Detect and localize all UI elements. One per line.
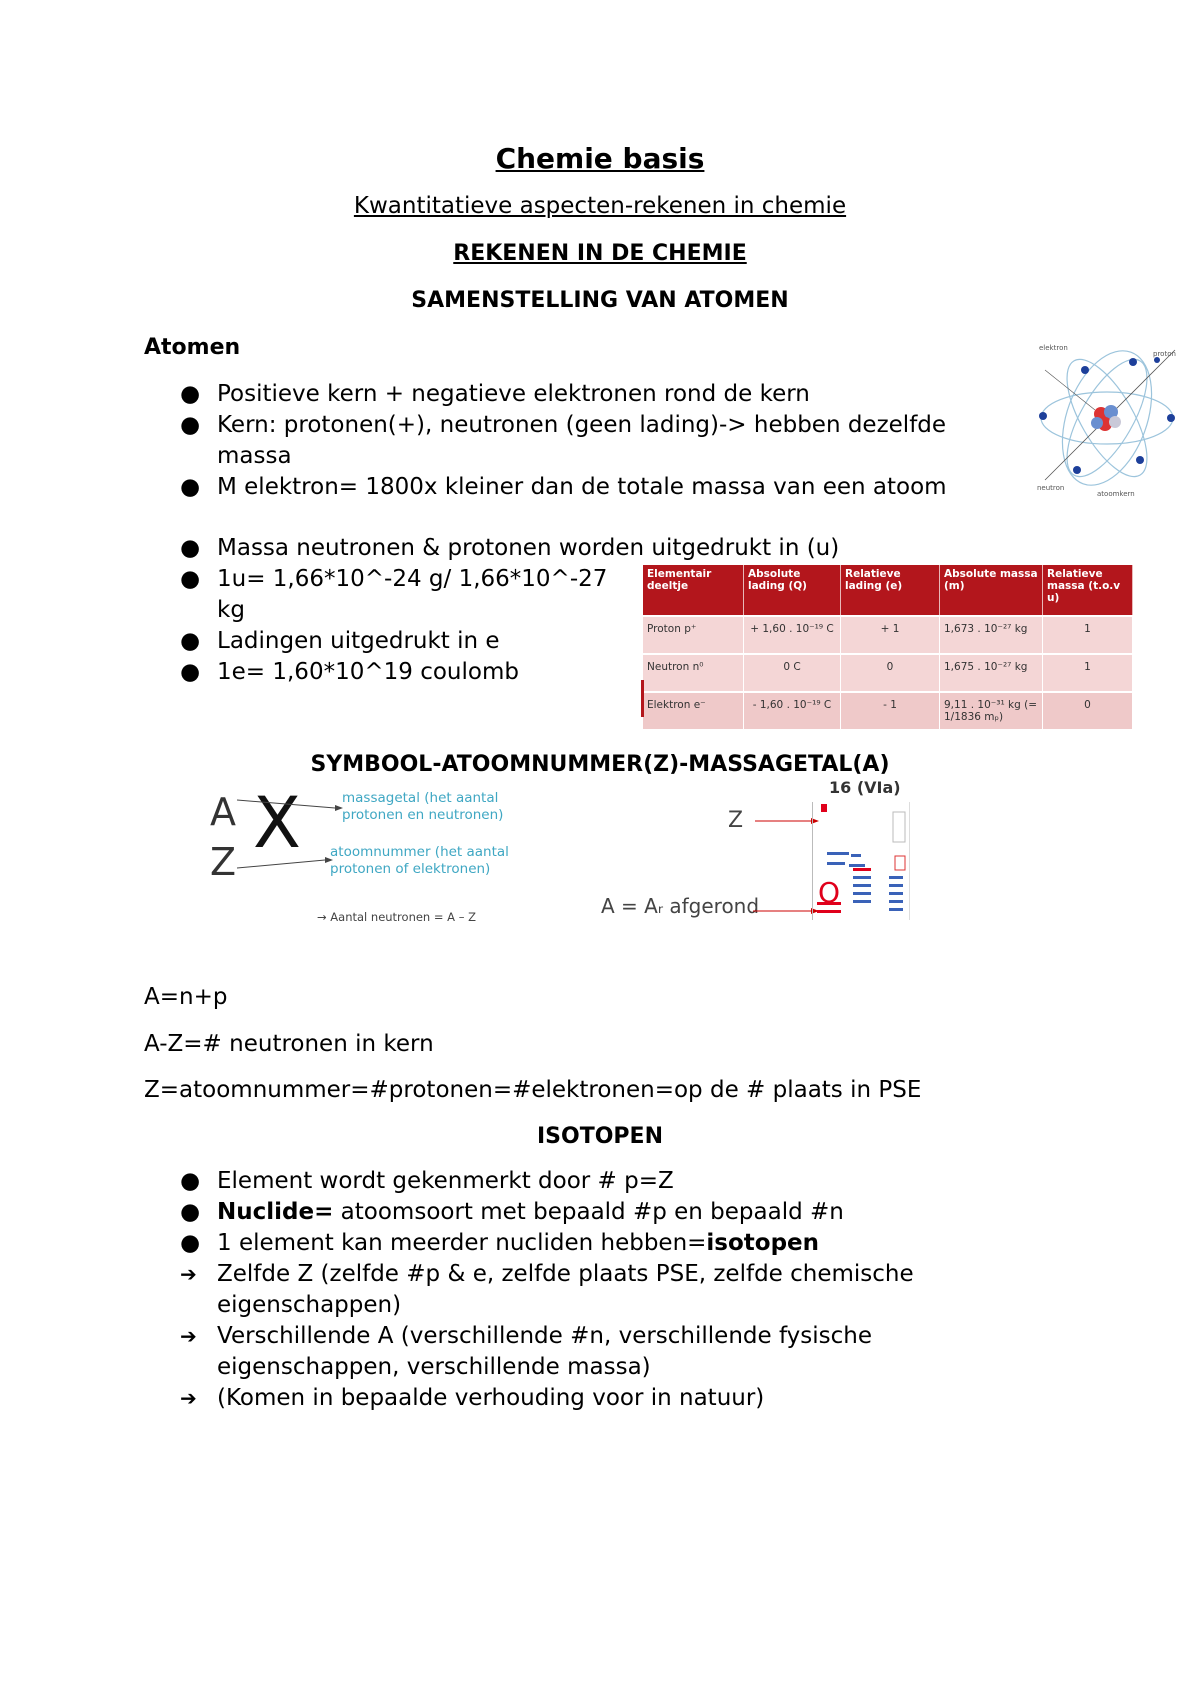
massagetal-label: massagetal (het aantal protonen en neutronen) (342, 790, 504, 823)
atoomnummer-label: atoomnummer (het aantal protonen of elektronen) (330, 844, 509, 877)
formula-neutronen: A-Z=# neutronen in kern (144, 1031, 434, 1057)
bullet-icon: ● (180, 659, 201, 685)
atom-illustration (1025, 340, 1185, 500)
pse-group-label: 16 (VIa) (829, 778, 901, 797)
table-row (643, 616, 1133, 654)
list-item: ➔ Zelfde Z (zelfde #p & e, zelfde plaats PSE, zelfde chemische eigenschappen) (180, 1261, 914, 1318)
table-header-cell: Relatieve lading (e) (841, 565, 940, 616)
table-cell: 1 (1043, 654, 1133, 692)
section-heading-samenstelling: SAMENSTELLING VAN ATOMEN (411, 288, 789, 313)
bullet-icon: ● (180, 474, 201, 500)
particle-table (643, 565, 1133, 729)
list-item: ● Ladingen uitgedrukt in e (144, 626, 614, 657)
bullet-icon: ● (180, 535, 201, 561)
symbol-atomic-number: Z (210, 840, 237, 884)
neutronen-formula-label: → Aantal neutronen = A – Z (317, 910, 476, 924)
table-cell: 0 (841, 654, 940, 692)
arrow-right-icon: ➔ (180, 1324, 197, 1348)
symbol-mass-number: A (210, 790, 236, 834)
bullet-icon: ● (180, 412, 201, 438)
table-header-row (643, 565, 1133, 616)
table-header-cell: Absolute massa (m) (940, 565, 1043, 616)
atom-label-proton: proton (1153, 350, 1176, 358)
arrow-right-icon: ➔ (180, 1262, 197, 1286)
atomen-heading: Atomen (144, 335, 241, 360)
list-item: ➔ Verschillende A (verschillende #n, verschillende fysische eigenschappen, verschillende massa) (180, 1323, 873, 1380)
arrow-right-icon: ➔ (180, 1386, 197, 1410)
list-item: ● Nuclide= atoomsoort met bepaald #p en bepaald #n (144, 1197, 984, 1228)
bullet-icon: ● (180, 628, 201, 654)
table-cell: + 1,60 . 10⁻¹⁹ C (744, 616, 841, 654)
list-item: ● 1e= 1,60*10^19 coulomb (144, 657, 614, 688)
formula-z: Z=atoomnummer=#protonen=#elektronen=op de # plaats in PSE (144, 1077, 922, 1103)
table-cell: 1,673 . 10⁻²⁷ kg (940, 616, 1043, 654)
table-cell: 0 C (744, 654, 841, 692)
pse-element-symbol: O (818, 876, 841, 909)
section-heading-isotopen: ISOTOPEN (536, 1124, 663, 1149)
table-header-cell: Relatieve massa (t.o.v u) (1043, 565, 1133, 616)
page-subtitle: Kwantitatieve aspecten-rekenen in chemie (353, 193, 847, 219)
list-item: ● Massa neutronen & protonen worden uitgedrukt in (u) (144, 533, 1077, 564)
table-row (643, 692, 1133, 729)
table-header-cell: Absolute lading (Q) (744, 565, 841, 616)
table-cell: + 1 (841, 616, 940, 654)
table-cell: - 1 (841, 692, 940, 729)
bullet-icon: ● (180, 1199, 201, 1225)
section-heading-symbool: SYMBOOL-ATOOMNUMMER(Z)-MASSAGETAL(A) (310, 752, 890, 777)
list-item: ● Kern: protonen(+), neutronen (geen lading)-> hebben dezelfde massa (180, 412, 947, 469)
list-item: ➔ (Komen in bepaalde verhouding voor in natuur) (144, 1383, 984, 1414)
table-cell: 9,11 . 10⁻³¹ kg (= 1/1836 mₚ) (940, 692, 1043, 729)
bullet-icon: ● (180, 1168, 201, 1194)
pse-z-label: Z (728, 808, 744, 833)
nuclide-symbol-figure (205, 782, 525, 925)
section-heading-rekenen: REKENEN IN DE CHEMIE (453, 241, 747, 266)
periodic-cell-figure (598, 776, 918, 926)
atom-label-neutron: neutron (1037, 484, 1065, 492)
table-cell: 1 (1043, 616, 1133, 654)
table-cell: - 1,60 . 10⁻¹⁹ C (744, 692, 841, 729)
list-item: ● 1u= 1,66*10^-24 g/ 1,66*10^-27 kg (180, 566, 608, 623)
arrow-lines-icon (235, 790, 345, 870)
table-cell: 0 (1043, 692, 1133, 729)
atomen-bullets (144, 379, 1004, 503)
atom-label-atoomkern: atoomkern (1097, 490, 1135, 498)
table-cell: Proton p⁺ (643, 616, 744, 654)
bullet-icon: ● (180, 381, 201, 407)
list-item: ● Positieve kern + negatieve elektronen rond de kern (144, 379, 1004, 410)
page-title: Chemie basis (495, 142, 705, 175)
table-cell: Elektron e⁻ (643, 692, 744, 729)
pse-a-label: A = Aᵣ afgerond (601, 894, 760, 918)
table-cell: Neutron n⁰ (643, 654, 744, 692)
list-item: ● 1 element kan meerder nucliden hebben=isotopen (144, 1228, 984, 1259)
bullet-icon: ● (180, 566, 201, 592)
table-cell: 1,675 . 10⁻²⁷ kg (940, 654, 1043, 692)
atom-label-elektron: elektron (1039, 344, 1068, 352)
table-row (643, 654, 1133, 692)
formula-a: A=n+p (144, 984, 228, 1010)
symbol-element: X (253, 782, 301, 864)
list-item: ● Element wordt gekenmerkt door # p=Z (144, 1166, 984, 1197)
isotopen-bullets (144, 1166, 984, 1414)
bullet-icon: ● (180, 1230, 201, 1256)
table-header-cell: Elementair deeltje (643, 565, 744, 616)
list-item: ● M elektron= 1800x kleiner dan de totale massa van een atoom (144, 472, 1004, 503)
table-edge-marker (641, 680, 644, 717)
